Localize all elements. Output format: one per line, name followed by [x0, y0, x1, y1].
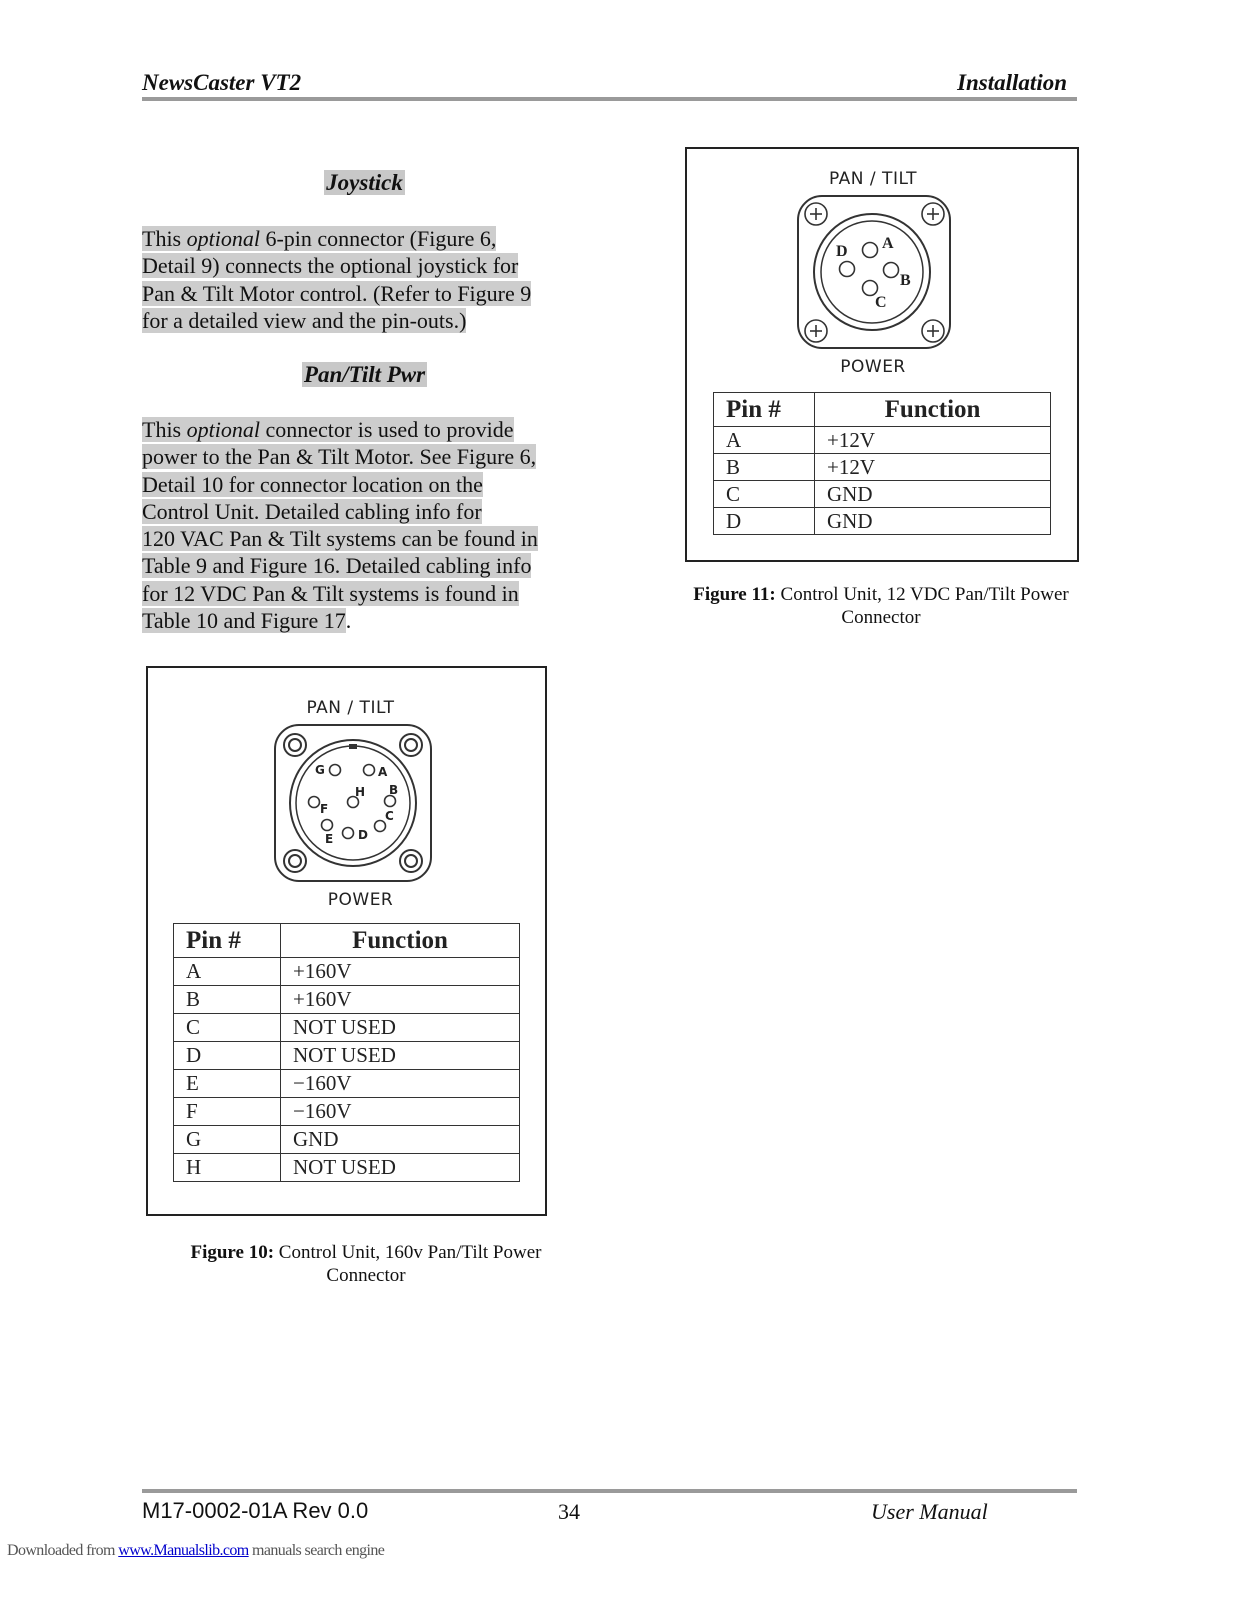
function-cell: GND — [815, 481, 1051, 508]
joystick-heading-wrap — [142, 170, 587, 196]
footer-rule — [142, 1489, 1077, 1493]
text-run: This — [142, 417, 187, 442]
connector-8pin-diagram — [272, 722, 434, 884]
joystick-heading: Joystick — [326, 170, 403, 195]
pin-function-table — [713, 392, 1051, 535]
table-body — [174, 958, 520, 1182]
pin-cell: C — [714, 481, 815, 508]
table-row — [174, 1014, 520, 1042]
download-notice — [7, 1542, 384, 1560]
pin-label-e: E — [325, 832, 334, 846]
pin-cell: D — [714, 508, 815, 535]
function-cell: NOT USED — [281, 1154, 520, 1182]
pin-label-d: D — [836, 243, 848, 260]
table-header-row — [714, 393, 1051, 427]
paragraph-line: Pan & Tilt Motor control. (Refer to Figure 9 — [142, 280, 532, 306]
table-row — [714, 508, 1051, 535]
header-rule — [142, 97, 1077, 101]
table-row — [174, 1098, 520, 1126]
column-header-pin: Pin # — [174, 924, 281, 958]
header-title: NewsCaster VT2 — [142, 70, 302, 95]
function-cell: +12V — [815, 454, 1051, 481]
caption-label: Figure 11: — [693, 584, 776, 605]
figure-11-caption — [680, 583, 1082, 629]
pin-label-g: G — [315, 763, 325, 777]
manualslib-link[interactable]: www.Manualslib.com — [118, 1542, 249, 1559]
connector-top-label: PAN / TILT — [829, 169, 917, 189]
pantilt-heading-wrap — [142, 362, 587, 388]
pin-cell: H — [174, 1154, 281, 1182]
function-cell: +160V — [281, 986, 520, 1014]
pin-label-f: F — [320, 802, 329, 816]
pin-label-a: A — [378, 765, 388, 779]
text-run: This — [142, 226, 187, 251]
caption-text-line2: Connector — [841, 607, 921, 628]
joystick-paragraph — [142, 225, 531, 334]
connector-bottom-label: POWER — [327, 890, 394, 910]
pin-function-table — [173, 923, 520, 1182]
table-row — [174, 1126, 520, 1154]
pin-label-c: C — [385, 809, 394, 823]
paragraph-period: . — [345, 608, 352, 634]
pin-label-b: B — [389, 783, 399, 797]
function-cell: +160V — [281, 958, 520, 986]
paragraph-line: 120 VAC Pan & Tilt systems can be found in — [142, 526, 538, 552]
table-row — [174, 958, 520, 986]
pin-cell: A — [174, 958, 281, 986]
pantilt-paragraph — [142, 416, 538, 634]
paragraph-line: Detail 10 for connector location on the — [142, 471, 483, 497]
text-run: connector is used to provide — [259, 417, 514, 442]
connector-key — [349, 744, 357, 749]
pin-cell: B — [174, 986, 281, 1014]
table-row — [174, 1154, 520, 1182]
emphasis: optional — [186, 417, 260, 442]
figure-10-caption — [146, 1241, 586, 1287]
paragraph-line: Table 9 and Figure 16. Detailed cabling info — [142, 553, 532, 579]
function-cell: −160V — [281, 1098, 520, 1126]
function-cell: NOT USED — [281, 1014, 520, 1042]
paragraph-line: power to the Pan & Tilt Motor. See Figure 6, — [142, 444, 537, 470]
table-row — [174, 1070, 520, 1098]
column-header-pin: Pin # — [714, 393, 815, 427]
function-cell: GND — [281, 1126, 520, 1154]
caption-label: Figure 10: — [190, 1242, 275, 1263]
paragraph-line: for 12 VDC Pan & Tilt systems is found in — [142, 580, 519, 606]
table-body — [714, 427, 1051, 535]
table-row — [714, 481, 1051, 508]
paragraph-line: for a detailed view and the pin-outs.) — [142, 307, 467, 333]
pin-cell: A — [714, 427, 815, 454]
connector-top-label: PAN / TILT — [306, 698, 395, 718]
download-suffix: manuals search engine — [248, 1542, 385, 1559]
pin-label-c: C — [875, 294, 887, 311]
function-cell: −160V — [281, 1070, 520, 1098]
pin-label-d: D — [358, 828, 368, 842]
text-run: 6-pin connector (Figure 6, — [259, 226, 497, 251]
table-header-row — [174, 924, 520, 958]
page-number: 34 — [558, 1499, 580, 1524]
pin-label-b: B — [900, 272, 911, 289]
caption-text-line2: Connector — [326, 1265, 406, 1286]
figure-10-box — [146, 666, 547, 1216]
caption-text: Control Unit, 160v Pan/Tilt Power — [274, 1242, 542, 1263]
table-row — [714, 454, 1051, 481]
connector-bottom-label: POWER — [840, 357, 906, 377]
paragraph-line: Table 10 and Figure 17 — [142, 608, 346, 634]
header-section: Installation — [957, 70, 1067, 95]
paragraph-line: Detail 9) connects the optional joystick for — [142, 253, 519, 279]
pantilt-heading: Pan/Tilt Pwr — [303, 362, 426, 387]
pin-cell: E — [174, 1070, 281, 1098]
function-cell: +12V — [815, 427, 1051, 454]
manual-title: User Manual — [871, 1499, 988, 1524]
column-header-function: Function — [815, 393, 1051, 427]
document-number: M17-0002-01A Rev 0.0 — [142, 1498, 369, 1523]
pin-cell: C — [174, 1014, 281, 1042]
pin-label-h: H — [355, 785, 366, 799]
pin-label-a: A — [882, 235, 894, 252]
pin-cell: B — [714, 454, 815, 481]
table-row — [174, 1042, 520, 1070]
table-row — [174, 986, 520, 1014]
emphasis: optional — [186, 226, 260, 251]
function-cell: NOT USED — [281, 1042, 520, 1070]
paragraph-line: Control Unit. Detailed cabling info for — [142, 498, 482, 524]
function-cell: GND — [815, 508, 1051, 535]
table-row — [714, 427, 1051, 454]
caption-text: Control Unit, 12 VDC Pan/Tilt Power — [775, 584, 1069, 605]
column-header-function: Function — [281, 924, 520, 958]
download-prefix: Downloaded from — [7, 1542, 119, 1559]
figure-11-box — [685, 147, 1079, 562]
pin-cell: F — [174, 1098, 281, 1126]
connector-4pin-diagram — [796, 194, 952, 350]
pin-cell: G — [174, 1126, 281, 1154]
pin-cell: D — [174, 1042, 281, 1070]
